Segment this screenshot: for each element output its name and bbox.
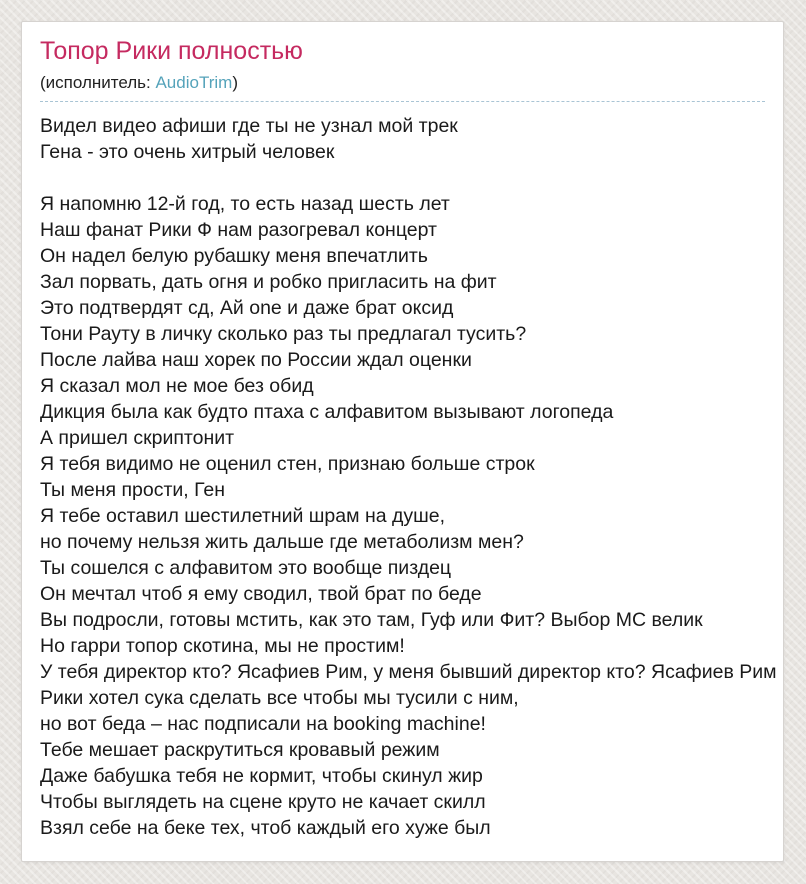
lyric-line: Чтобы выглядеть на сцене круто не качает скилл: [40, 790, 486, 813]
lyric-line: Видел видео афиши где ты не узнал мой трек: [40, 114, 458, 137]
lyrics-card: [21, 21, 784, 862]
lyric-line: Он мечтал чтоб я ему сводил, твой брат по беде: [40, 582, 482, 605]
lyric-line: Тони Рауту в личку сколько раз ты предлагал тусить?: [40, 322, 527, 345]
lyric-line: Рики хотел сука сделать все чтобы мы тусили с ним,: [40, 686, 519, 709]
lyric-line: Зал порвать, дать огня и робко пригласить на фит: [40, 270, 497, 293]
lyric-line: Ты сошелся с алфавитом это вообще пиздец: [40, 556, 452, 579]
lyrics: [40, 113, 783, 841]
lyric-line: Я тебя видимо не оценил стен, признаю больше строк: [40, 452, 535, 475]
lyric-line: но вот беда – нас подписали на booking machine!: [40, 712, 486, 735]
lyric-line: но почему нельзя жить дальше где метаболизм мен?: [40, 530, 524, 553]
lyric-line: Гена - это очень хитрый человек: [40, 140, 335, 163]
artist-line: [40, 73, 765, 102]
lyric-line: Взял себе на беке тех, чтоб каждый его хуже был: [40, 816, 491, 839]
artist-link[interactable]: AudioTrim: [155, 72, 233, 92]
lyric-line: У тебя директор кто? Ясафиев Рим, у меня бывший директор кто? Ясафиев Рим: [40, 660, 777, 683]
page-title: Топор Рики полностью: [40, 37, 303, 65]
artist-label-suffix: ): [232, 72, 238, 92]
artist-label-prefix: (исполнитель:: [40, 72, 156, 92]
lyric-line: Но гарри топор скотина, мы не простим!: [40, 634, 405, 657]
lyric-line: Ты меня прости, Ген: [40, 478, 226, 501]
lyric-line: Тебе мешает раскрутиться кровавый режим: [40, 738, 440, 761]
lyric-line: Это подтвердят сд, Ай one и даже брат оксид: [40, 296, 454, 319]
lyric-line: Даже бабушка тебя не кормит, чтобы скинул жир: [40, 764, 483, 787]
lyric-line: Дикция была как будто птаха с алфавитом вызывают логопеда: [40, 400, 614, 423]
lyric-line: Я напомню 12-й год, то есть назад шесть лет: [40, 192, 450, 215]
lyric-line: Он надел белую рубашку меня впечатлить: [40, 244, 428, 267]
lyric-line: Вы подросли, готовы мстить, как это там, Гуф или Фит? Выбор МС велик: [40, 608, 703, 631]
lyric-line: Я тебе оставил шестилетний шрам на душе,: [40, 504, 446, 527]
lyric-line: [40, 165, 783, 191]
lyric-line: Я сказал мол не мое без обид: [40, 374, 314, 397]
lyric-line: После лайва наш хорек по России ждал оценки: [40, 348, 472, 371]
lyric-line: А пришел скриптонит: [40, 426, 235, 449]
lyric-line: Наш фанат Рики Ф нам разогревал концерт: [40, 218, 437, 241]
